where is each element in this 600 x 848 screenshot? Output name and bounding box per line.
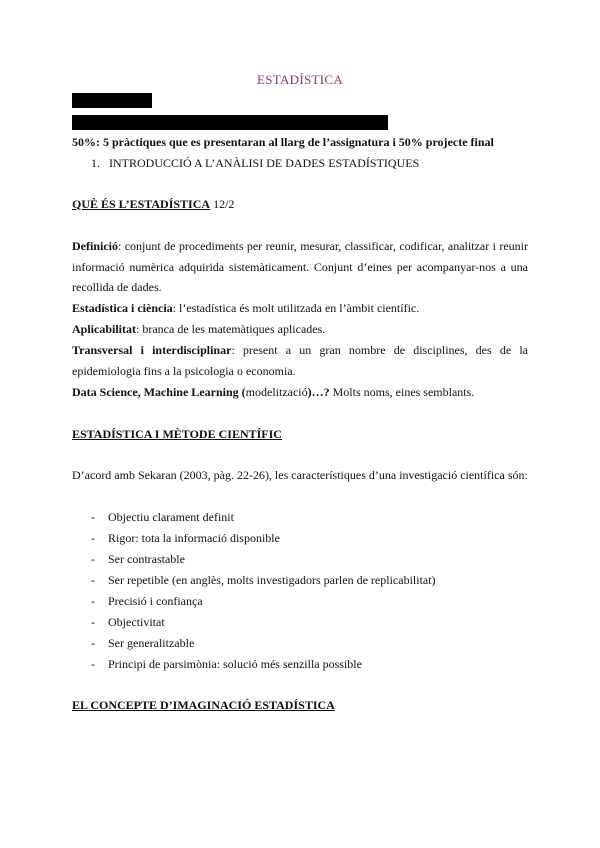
heading-que-es-date: 12/2 <box>210 197 235 211</box>
bullet-dash: - <box>91 573 95 587</box>
datascience-middle: modelització <box>245 385 308 399</box>
datascience-text: Molts noms, eines semblants. <box>329 385 475 399</box>
bullet-dash: - <box>91 510 95 524</box>
list-item-text: Rigor: tota la informació disponible <box>108 531 280 545</box>
grading-line: 50%: 5 pràctiques que es presentaran al llarg de l’assignatura i 50% projecte final <box>72 135 494 149</box>
list-item-text: Objectivitat <box>108 615 165 629</box>
bullet-dash: - <box>91 594 95 608</box>
list-item-text: Ser generalitzable <box>108 636 195 650</box>
definicio-text: : conjunt de procediments per reunir, mesurar, classificar, codificar, analitzar i reunir informació numèrica adquirida sistemàticament. Conjunt d’eines per acompanyar-nos a una recollida de dades. <box>72 239 528 294</box>
transversal-paragraph <box>72 340 528 381</box>
characteristics-list <box>91 507 436 675</box>
section-1-number: 1. <box>91 156 100 170</box>
definicio-paragraph <box>72 236 528 298</box>
ciencia-text: : l’estadística és molt utilitzada en l’àmbit científic. <box>172 301 420 315</box>
bullet-dash: - <box>91 552 95 566</box>
redacted-block-short <box>72 93 152 108</box>
sekaran-paragraph: D’acord amb Sekaran (2003, pàg. 22-26), les característiques d’una investigació científica són: <box>72 468 528 482</box>
heading-que-es-text: QUÈ ÉS L’ESTADÍSTICA <box>72 197 211 211</box>
bullet-dash: - <box>91 531 95 545</box>
definicio-term: Definició <box>72 239 118 253</box>
bullet-dash: - <box>91 657 95 671</box>
heading-que-es <box>72 196 234 212</box>
heading-imaginacio <box>72 697 335 713</box>
bullet-dash: - <box>91 636 95 650</box>
aplicabilitat-term: Aplicabilitat <box>72 322 137 336</box>
transversal-text: : present a un gran nombre de disciplines, des de la epidemiologia fins a la psicologia o economia. <box>72 343 528 378</box>
datascience-paragraph <box>72 382 528 403</box>
redacted-block-long <box>72 115 388 130</box>
list-item <box>91 570 436 591</box>
list-item-text: Principi de parsimònia: solució més senzilla possible <box>108 657 362 671</box>
aplicabilitat-text: : branca de les matemàtiques aplicades. <box>136 322 326 336</box>
section-1-label: INTRODUCCIÓ A L’ANÀLISI DE DADES ESTADÍSTIQUES <box>109 156 420 170</box>
aplicabilitat-paragraph <box>72 319 528 340</box>
datascience-term-end: )…? <box>307 385 330 399</box>
heading-metode-text: ESTADÍSTICA I MÈTODE CIENTÍFIC <box>72 427 282 441</box>
document-title: ESTADÍSTICA <box>256 72 344 87</box>
list-item <box>91 507 436 528</box>
ciencia-term: Estadística i ciència <box>72 301 173 315</box>
list-item <box>91 549 436 570</box>
list-item-text: Ser contrastable <box>108 552 185 566</box>
list-item-text: Precisió i confiança <box>108 594 203 608</box>
heading-imaginacio-text: EL CONCEPTE D’IMAGINACIÓ ESTADÍSTICA <box>72 698 335 712</box>
list-item-text: Objectiu clarament definit <box>108 510 234 524</box>
datascience-term: Data Science, Machine Learning ( <box>72 385 246 399</box>
bullet-dash: - <box>91 615 95 629</box>
list-item <box>91 633 436 654</box>
list-item-text: Ser repetible (en anglès, molts investigadors parlen de replicabilitat) <box>108 573 436 587</box>
transversal-term: Transversal i interdisciplinar <box>72 343 232 357</box>
ciencia-paragraph <box>72 298 528 319</box>
list-item <box>91 591 436 612</box>
list-item <box>91 612 436 633</box>
heading-metode <box>72 426 282 442</box>
section-1-heading <box>91 156 419 171</box>
list-item <box>91 654 436 675</box>
list-item <box>91 528 436 549</box>
